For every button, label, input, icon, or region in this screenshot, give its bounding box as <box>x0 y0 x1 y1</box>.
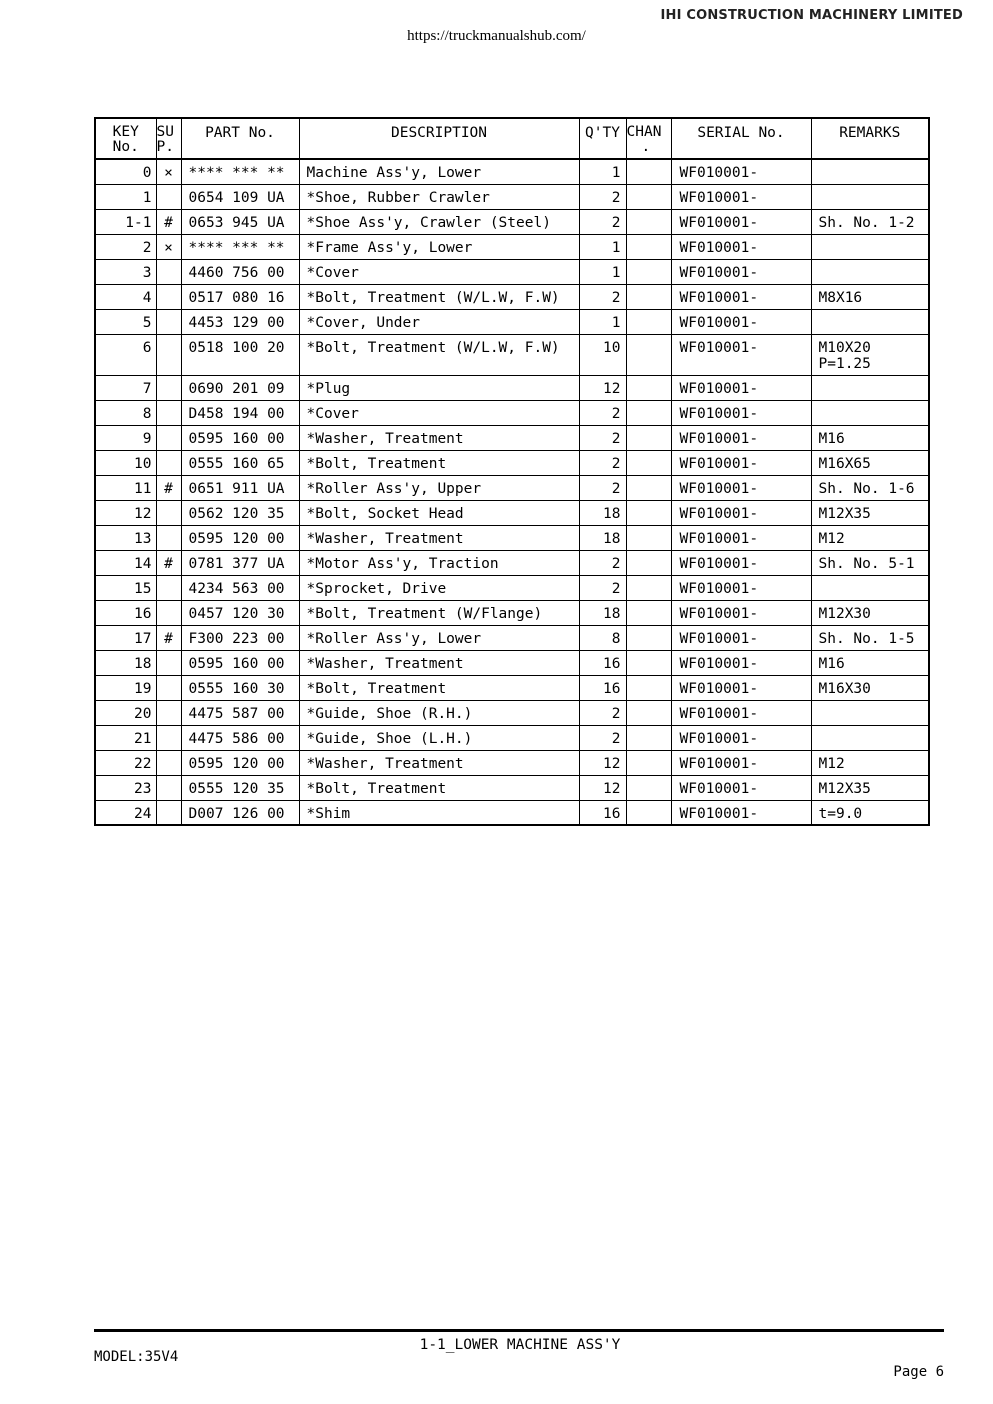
quantity-cell: 16 <box>579 675 626 700</box>
description-cell: *Bolt, Treatment <box>299 775 579 800</box>
key-cell: 19 <box>95 675 156 700</box>
footer-divider <box>94 1329 944 1332</box>
table-row <box>95 159 929 184</box>
description-cell: *Washer, Treatment <box>299 650 579 675</box>
table-row <box>95 450 929 475</box>
part-number-cell: 0690 201 09 <box>181 375 299 400</box>
serial-cell: WF010001- <box>671 475 811 500</box>
table-row <box>95 284 929 309</box>
table-row <box>95 525 929 550</box>
table-row <box>95 725 929 750</box>
table-row <box>95 234 929 259</box>
sup-cell <box>156 750 181 775</box>
key-cell: 21 <box>95 725 156 750</box>
description-cell: *Guide, Shoe (R.H.) <box>299 700 579 725</box>
table-row <box>95 750 929 775</box>
quantity-cell: 2 <box>579 700 626 725</box>
part-number-cell: 0457 120 30 <box>181 600 299 625</box>
quantity-cell: 16 <box>579 650 626 675</box>
part-number-cell: 4460 756 00 <box>181 259 299 284</box>
description-cell: *Roller Ass'y, Lower <box>299 625 579 650</box>
description-cell: *Motor Ass'y, Traction <box>299 550 579 575</box>
description-cell: *Bolt, Treatment (W/Flange) <box>299 600 579 625</box>
col-remarks-header: REMARKS <box>811 118 929 159</box>
change-cell <box>626 309 671 334</box>
description-cell: *Washer, Treatment <box>299 525 579 550</box>
serial-cell: WF010001- <box>671 400 811 425</box>
description-cell: *Cover, Under <box>299 309 579 334</box>
key-cell: 17 <box>95 625 156 650</box>
remarks-cell <box>811 184 929 209</box>
part-number-cell: D007 126 00 <box>181 800 299 825</box>
change-cell <box>626 650 671 675</box>
quantity-cell: 18 <box>579 600 626 625</box>
serial-cell: WF010001- <box>671 309 811 334</box>
remarks-cell: Sh. No. 1-5 <box>811 625 929 650</box>
part-number-cell: 0653 945 UA <box>181 209 299 234</box>
part-number-cell: D458 194 00 <box>181 400 299 425</box>
serial-cell: WF010001- <box>671 625 811 650</box>
sup-cell <box>156 500 181 525</box>
quantity-cell: 18 <box>579 500 626 525</box>
part-number-cell: **** *** ** <box>181 159 299 184</box>
remarks-cell <box>811 309 929 334</box>
source-url: https://truckmanualshub.com/ <box>407 28 586 44</box>
quantity-cell: 12 <box>579 375 626 400</box>
quantity-cell: 8 <box>579 625 626 650</box>
quantity-cell: 2 <box>579 725 626 750</box>
change-cell <box>626 525 671 550</box>
quantity-cell: 16 <box>579 800 626 825</box>
remarks-cell: t=9.0 <box>811 800 929 825</box>
key-cell: 23 <box>95 775 156 800</box>
remarks-cell: M12 <box>811 525 929 550</box>
serial-cell: WF010001- <box>671 284 811 309</box>
part-number-cell: 0595 120 00 <box>181 750 299 775</box>
table-row <box>95 184 929 209</box>
quantity-cell: 2 <box>579 209 626 234</box>
sup-cell <box>156 184 181 209</box>
sup-cell <box>156 600 181 625</box>
brand-header: IHI CONSTRUCTION MACHINERY LIMITED <box>660 8 963 23</box>
sup-cell <box>156 650 181 675</box>
col-serial-header: SERIAL No. <box>671 118 811 159</box>
remarks-cell: M16 <box>811 650 929 675</box>
remarks-cell: M10X20 P=1.25 <box>811 334 929 375</box>
col-desc-header: DESCRIPTION <box>299 118 579 159</box>
sup-cell: # <box>156 550 181 575</box>
serial-cell: WF010001- <box>671 750 811 775</box>
sup-cell: # <box>156 625 181 650</box>
quantity-cell: 18 <box>579 525 626 550</box>
remarks-cell: Sh. No. 1-2 <box>811 209 929 234</box>
table-row <box>95 600 929 625</box>
remarks-cell: Sh. No. 5-1 <box>811 550 929 575</box>
table-row <box>95 425 929 450</box>
table-row <box>95 650 929 675</box>
quantity-cell: 2 <box>579 400 626 425</box>
key-cell: 1 <box>95 184 156 209</box>
col-chan-header: CHAN . <box>626 118 671 159</box>
key-cell: 14 <box>95 550 156 575</box>
description-cell: *Guide, Shoe (L.H.) <box>299 725 579 750</box>
quantity-cell: 1 <box>579 259 626 284</box>
page-number: Page 6 <box>893 1364 944 1380</box>
remarks-cell: M12 <box>811 750 929 775</box>
key-cell: 15 <box>95 575 156 600</box>
remarks-cell <box>811 259 929 284</box>
part-number-cell: 4234 563 00 <box>181 575 299 600</box>
table-row <box>95 575 929 600</box>
serial-cell: WF010001- <box>671 425 811 450</box>
sup-cell <box>156 309 181 334</box>
description-cell: *Roller Ass'y, Upper <box>299 475 579 500</box>
section-title: 1-1_LOWER MACHINE ASS'Y <box>419 1337 621 1353</box>
sup-cell <box>156 575 181 600</box>
table-row <box>95 775 929 800</box>
part-number-cell: 0518 100 20 <box>181 334 299 375</box>
serial-cell: WF010001- <box>671 575 811 600</box>
description-cell: *Cover <box>299 259 579 284</box>
part-number-cell: 0781 377 UA <box>181 550 299 575</box>
serial-cell: WF010001- <box>671 525 811 550</box>
part-number-cell: 0555 120 35 <box>181 775 299 800</box>
serial-cell: WF010001- <box>671 234 811 259</box>
part-number-cell: **** *** ** <box>181 234 299 259</box>
sup-cell <box>156 425 181 450</box>
sup-cell: × <box>156 159 181 184</box>
serial-cell: WF010001- <box>671 650 811 675</box>
quantity-cell: 2 <box>579 450 626 475</box>
quantity-cell: 10 <box>579 334 626 375</box>
table-row <box>95 500 929 525</box>
key-cell: 4 <box>95 284 156 309</box>
quantity-cell: 1 <box>579 309 626 334</box>
part-number-cell: 4475 587 00 <box>181 700 299 725</box>
quantity-cell: 2 <box>579 475 626 500</box>
sup-cell <box>156 400 181 425</box>
description-cell: *Bolt, Socket Head <box>299 500 579 525</box>
key-cell: 20 <box>95 700 156 725</box>
serial-cell: WF010001- <box>671 159 811 184</box>
quantity-cell: 1 <box>579 159 626 184</box>
table-row <box>95 209 929 234</box>
serial-cell: WF010001- <box>671 259 811 284</box>
change-cell <box>626 259 671 284</box>
serial-cell: WF010001- <box>671 375 811 400</box>
remarks-cell <box>811 159 929 184</box>
key-cell: 3 <box>95 259 156 284</box>
description-cell: *Plug <box>299 375 579 400</box>
key-cell: 9 <box>95 425 156 450</box>
remarks-cell <box>811 400 929 425</box>
part-number-cell: F300 223 00 <box>181 625 299 650</box>
key-cell: 13 <box>95 525 156 550</box>
change-cell <box>626 775 671 800</box>
part-number-cell: 0654 109 UA <box>181 184 299 209</box>
remarks-cell: M12X35 <box>811 500 929 525</box>
remarks-cell: Sh. No. 1-6 <box>811 475 929 500</box>
part-number-cell: 0562 120 35 <box>181 500 299 525</box>
change-cell <box>626 184 671 209</box>
key-cell: 8 <box>95 400 156 425</box>
description-cell: *Shim <box>299 800 579 825</box>
serial-cell: WF010001- <box>671 334 811 375</box>
remarks-cell <box>811 234 929 259</box>
remarks-cell <box>811 575 929 600</box>
serial-cell: WF010001- <box>671 775 811 800</box>
serial-cell: WF010001- <box>671 550 811 575</box>
col-part-header: PART No. <box>181 118 299 159</box>
sup-cell <box>156 725 181 750</box>
remarks-cell <box>811 725 929 750</box>
change-cell <box>626 425 671 450</box>
key-cell: 7 <box>95 375 156 400</box>
table-row <box>95 334 929 375</box>
key-cell: 0 <box>95 159 156 184</box>
change-cell <box>626 450 671 475</box>
serial-cell: WF010001- <box>671 800 811 825</box>
table-row <box>95 309 929 334</box>
part-number-cell: 0595 120 00 <box>181 525 299 550</box>
col-sup-header: SU P. <box>156 118 181 159</box>
change-cell <box>626 159 671 184</box>
sup-cell <box>156 284 181 309</box>
quantity-cell: 1 <box>579 234 626 259</box>
table-row <box>95 400 929 425</box>
change-cell <box>626 550 671 575</box>
sup-cell: # <box>156 209 181 234</box>
key-cell: 5 <box>95 309 156 334</box>
sup-cell <box>156 800 181 825</box>
description-cell: Machine Ass'y, Lower <box>299 159 579 184</box>
table-row <box>95 259 929 284</box>
serial-cell: WF010001- <box>671 184 811 209</box>
col-qty-header: Q'TY <box>579 118 626 159</box>
sup-cell: × <box>156 234 181 259</box>
sup-cell <box>156 525 181 550</box>
key-cell: 16 <box>95 600 156 625</box>
serial-cell: WF010001- <box>671 209 811 234</box>
part-number-cell: 4453 129 00 <box>181 309 299 334</box>
table-row <box>95 625 929 650</box>
quantity-cell: 2 <box>579 184 626 209</box>
model-label: MODEL:35V4 <box>94 1349 179 1365</box>
change-cell <box>626 675 671 700</box>
quantity-cell: 12 <box>579 775 626 800</box>
change-cell <box>626 234 671 259</box>
description-cell: *Washer, Treatment <box>299 750 579 775</box>
remarks-cell: M12X30 <box>811 600 929 625</box>
table-header <box>95 118 929 159</box>
part-number-cell: 0651 911 UA <box>181 475 299 500</box>
key-cell: 1-1 <box>95 209 156 234</box>
description-cell: *Shoe Ass'y, Crawler (Steel) <box>299 209 579 234</box>
sup-cell: # <box>156 475 181 500</box>
table-row <box>95 800 929 825</box>
description-cell: *Shoe, Rubber Crawler <box>299 184 579 209</box>
table-row <box>95 700 929 725</box>
quantity-cell: 12 <box>579 750 626 775</box>
serial-cell: WF010001- <box>671 700 811 725</box>
serial-cell: WF010001- <box>671 450 811 475</box>
description-cell: *Cover <box>299 400 579 425</box>
remarks-cell <box>811 375 929 400</box>
table-row <box>95 550 929 575</box>
part-number-cell: 0555 160 30 <box>181 675 299 700</box>
serial-cell: WF010001- <box>671 675 811 700</box>
description-cell: *Bolt, Treatment (W/L.W, F.W) <box>299 284 579 309</box>
quantity-cell: 2 <box>579 284 626 309</box>
remarks-cell: M16X65 <box>811 450 929 475</box>
remarks-cell: M16 <box>811 425 929 450</box>
change-cell <box>626 600 671 625</box>
sup-cell <box>156 334 181 375</box>
quantity-cell: 2 <box>579 550 626 575</box>
remarks-cell <box>811 700 929 725</box>
sup-cell <box>156 450 181 475</box>
change-cell <box>626 400 671 425</box>
sup-cell <box>156 675 181 700</box>
serial-cell: WF010001- <box>671 725 811 750</box>
col-key-header: KEY No. <box>95 118 156 159</box>
part-number-cell: 4475 586 00 <box>181 725 299 750</box>
key-cell: 12 <box>95 500 156 525</box>
description-cell: *Bolt, Treatment (W/L.W, F.W) <box>299 334 579 375</box>
change-cell <box>626 284 671 309</box>
sup-cell <box>156 700 181 725</box>
serial-cell: WF010001- <box>671 500 811 525</box>
description-cell: *Bolt, Treatment <box>299 450 579 475</box>
key-cell: 24 <box>95 800 156 825</box>
change-cell <box>626 209 671 234</box>
change-cell <box>626 375 671 400</box>
serial-cell: WF010001- <box>671 600 811 625</box>
quantity-cell: 2 <box>579 575 626 600</box>
change-cell <box>626 334 671 375</box>
table-row <box>95 675 929 700</box>
table-body <box>95 159 929 825</box>
change-cell <box>626 750 671 775</box>
remarks-cell: M16X30 <box>811 675 929 700</box>
part-number-cell: 0595 160 00 <box>181 650 299 675</box>
key-cell: 10 <box>95 450 156 475</box>
sup-cell <box>156 375 181 400</box>
description-cell: *Washer, Treatment <box>299 425 579 450</box>
part-number-cell: 0595 160 00 <box>181 425 299 450</box>
change-cell <box>626 500 671 525</box>
part-number-cell: 0517 080 16 <box>181 284 299 309</box>
remarks-cell: M8X16 <box>811 284 929 309</box>
description-cell: *Frame Ass'y, Lower <box>299 234 579 259</box>
sup-cell <box>156 775 181 800</box>
key-cell: 22 <box>95 750 156 775</box>
key-cell: 18 <box>95 650 156 675</box>
change-cell <box>626 475 671 500</box>
remarks-cell: M12X35 <box>811 775 929 800</box>
description-cell: *Sprocket, Drive <box>299 575 579 600</box>
table-row <box>95 375 929 400</box>
change-cell <box>626 700 671 725</box>
sup-cell <box>156 259 181 284</box>
parts-table <box>94 117 930 826</box>
part-number-cell: 0555 160 65 <box>181 450 299 475</box>
table-row <box>95 475 929 500</box>
change-cell <box>626 625 671 650</box>
change-cell <box>626 725 671 750</box>
key-cell: 11 <box>95 475 156 500</box>
change-cell <box>626 800 671 825</box>
description-cell: *Bolt, Treatment <box>299 675 579 700</box>
key-cell: 6 <box>95 334 156 375</box>
key-cell: 2 <box>95 234 156 259</box>
change-cell <box>626 575 671 600</box>
quantity-cell: 2 <box>579 425 626 450</box>
